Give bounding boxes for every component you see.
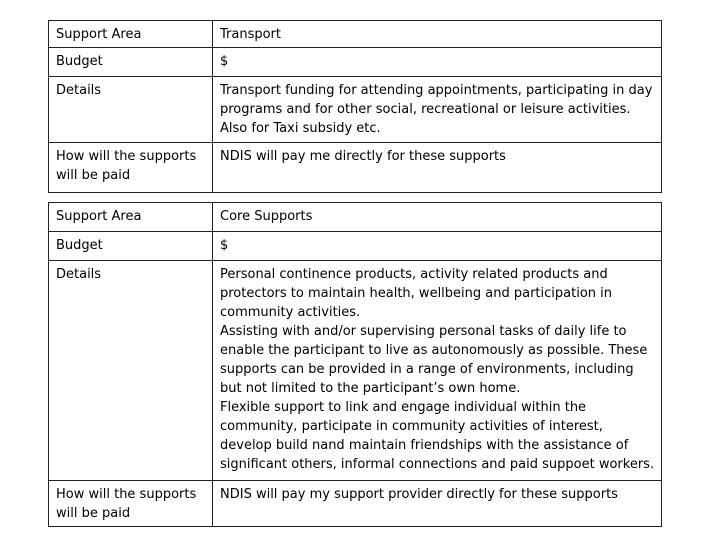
budget-value: $ [213, 48, 662, 77]
payment-label-line: will be paid [56, 168, 131, 183]
table-row [49, 21, 662, 48]
support-area-label: Support Area [49, 21, 213, 48]
budget-label: Budget [49, 48, 213, 77]
support-area-value: Transport [213, 21, 662, 48]
table-row [49, 77, 662, 143]
details-line: community, participate in community activities of interest, [220, 419, 603, 434]
table-row [49, 261, 662, 481]
details-value [213, 261, 662, 481]
details-label: Details [49, 77, 213, 143]
support-area-value: Core Supports [213, 203, 662, 232]
payment-label-line: How will the supports [56, 487, 197, 502]
payment-method-value: NDIS will pay my support provider directly for these supports [213, 481, 662, 527]
details-line: significant others, informal connections and paid suppoet workers. [220, 457, 655, 472]
details-label: Details [49, 261, 213, 481]
details-line: community activities. [220, 305, 361, 320]
details-line: enable the participant to live as autonomously as possible. These [220, 343, 648, 358]
details-line: supports can be provided in a range of environments, including [220, 362, 634, 377]
payment-label-line: will be paid [56, 506, 131, 521]
table-row [49, 232, 662, 261]
table-row [49, 48, 662, 77]
details-value [213, 77, 662, 143]
details-line: but not limited to the participant’s own home. [220, 381, 521, 396]
details-line: protectors to maintain health, wellbeing and participation in [220, 286, 612, 301]
table-row [49, 481, 662, 527]
table-row [49, 143, 662, 193]
details-line: develop build nand maintain friendships with the assistance of [220, 438, 629, 453]
details-line: Also for Taxi subsidy etc. [220, 121, 381, 136]
details-line: Assisting with and/or supervising personal tasks of daily life to [220, 324, 627, 339]
payment-method-label [49, 143, 213, 193]
payment-method-label [49, 481, 213, 527]
core-supports-table [48, 202, 662, 527]
budget-value: $ [213, 232, 662, 261]
support-area-label: Support Area [49, 203, 213, 232]
details-line: Personal continence products, activity related products and [220, 267, 608, 282]
budget-label: Budget [49, 232, 213, 261]
details-line: Transport funding for attending appointments, participating in day [220, 83, 653, 98]
payment-label-line: How will the supports [56, 149, 197, 164]
details-line: Flexible support to link and engage individual within the [220, 400, 587, 415]
payment-method-value: NDIS will pay me directly for these supports [213, 143, 662, 193]
table-row [49, 203, 662, 232]
details-line: programs and for other social, recreational or leisure activities. [220, 102, 631, 117]
transport-support-table [48, 20, 662, 193]
